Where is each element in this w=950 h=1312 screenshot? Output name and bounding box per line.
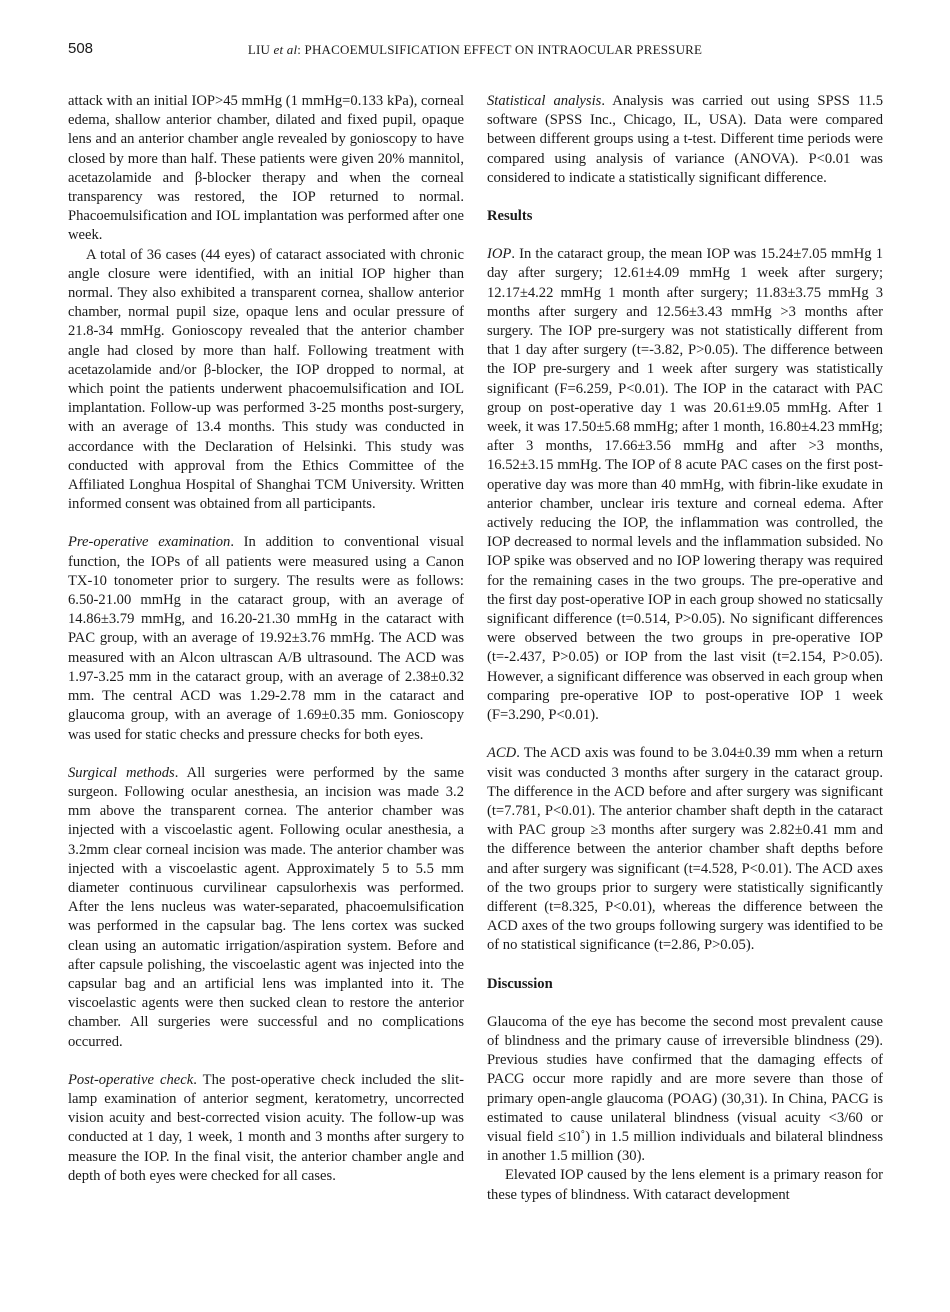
running-head-authors: LIU [247,42,271,57]
preop-label: Pre-operative examination [68,534,231,551]
right-column [487,92,883,1205]
running-head [0,42,950,58]
discussion-heading: Discussion [487,975,553,992]
iop-label: IOP [487,246,512,263]
statistical-paragraph [487,92,883,188]
postop-paragraph [68,1071,464,1186]
discussion-paragraph-2: Elevated IOP caused by the lens element is a primary reason for these types of blindness. With cataract development [487,1167,883,1203]
postop-text: . The post-operative check included the slit-lamp examination of anterior segment, keratometry, uncorrected vision acuity and best-corrected vision acuity. The follow-up was conducted at 1 day, 1 week, 1 month and 3 months after surgery to measure the IOP. In the final visit, the anterior chamber angle and depth of both eyes were checked for all cases. [68,1071,464,1184]
statistical-text: . Analysis was carried out using SPSS 11.5 software (SPSS Inc., Chicago, IL, USA). Data were compared between different groups using a t-test. Different time periods were compared using analysis of variance (ANOVA). P<0.01 was considered to indicate a statistically significant difference. [487,93,883,186]
preop-paragraph [68,533,464,744]
results-heading: Results [487,208,533,225]
left-column [68,92,464,1186]
left-paragraph-2: A total of 36 cases (44 eyes) of cataract associated with chronic angle closure were identified, with an initial IOP higher than normal. They also exhibited a transparent cornea, shallow anterior chamber, normal pupil size, opaque lens and ocular pressure of 21.8-34 mmHg. Gonioscopy revealed that the anterior chamber angle had closed by more than half. Following treatment with acetazolamide and/or β-blocker, the IOP dropped to normal, at which point the patients underwent phacoemulsification and IOL implantation. Follow-up was performed 3-25 months post-surgery, with an average of 13.4 months. This study was conducted in accordance with the Declaration of Helsinki. This study was conducted with approval from the Ethics Committee of the Affiliated Longhua Hospital of Shanghai TCM University. Written informed consent was obtained from all participants. [68,246,464,513]
running-head-et-al: et al [273,42,298,57]
surgical-paragraph [68,764,464,1052]
left-paragraph-1: attack with an initial IOP>45 mmHg (1 mmHg=0.133 kPa), corneal edema, shallow anterior chamber, dilated and fixed pupil, opaque lens and an anterior chamber angle revealed by gonioscopy to have closed by more than half. These patients were given 20% mannitol, acetazolamide and β-blocker therapy and when the corneal transparency was restored, the IOP returned to normal. Phacoemulsification and IOL implantation was performed after one week. [68,93,464,244]
preop-text: . In addition to conventional visual function, the IOPs of all patients were measured using a Canon TX-10 tonometer prior to surgery. The results were as follows: 6.50-21.00 mmHg in the cataract group, with an average of 14.86±3.79 mmHg, and 16.20-21.30 mmHg in the cataract with PAC group, with an average of 19.92±3.76 mmHg. The ACD was measured with an Alcon ultrascan A/B ultrasound. The ACD was 1.97-3.25 mm in the cataract group, with an average of 2.38±0.32 mm. The central ACD was 1.29-2.78 mm in the cataract and glaucoma group, with an average of 1.69±0.35 mm. Gonioscopy was used for static checks and pressure checks for both eyes. [68,534,465,743]
postop-label: Post-operative check [68,1071,194,1088]
acd-paragraph [487,744,883,955]
acd-text: . The ACD axis was found to be 3.04±0.39 mm when a return visit was conducted 3 months after surgery in the cataract group. The difference in the ACD before and after surgery was significant (t=7.781, P<0.01). The anterior chamber shaft depth in the cataract with PAC group ≥3 months after surgery was 2.82±0.41 mm and the difference between the anterior chamber shaft depths before and after surgery was significant (t=4.528, P<0.01). The ACD axes of the two groups prior to surgery were statistically significantly different (t=8.325, P<0.01), whereas the difference between the ACD axes of the two groups following surgery was identified to be of no statistical significance (t=2.86, P>0.05). [487,745,883,954]
iop-paragraph [487,245,883,725]
statistical-label: Statistical analysis [487,93,602,109]
running-head-title: : PHACOEMULSIFICATION EFFECT ON INTRAOCULAR PRESSURE [297,42,703,57]
surgical-label: Surgical methods [68,764,175,781]
iop-text: . In the cataract group, the mean IOP was 15.24±7.05 mmHg 1 day after surgery; 12.61±4.09 mmHg 1 week after surgery; 12.17±4.22 mmHg 1 month after surgery; 11.83±3.75 mmHg 3 months after surgery and 12.56±3.43 mmHg >3 months after surgery. The IOP pre-surgery was not statistically different from that 1 day after surgery (t=-3.82, P>0.05). The difference between the IOP pre-surgery and 1 week after surgery was statistically significant (F=6.259, P<0.01). The IOP in the cataract with PAC group on post-operative day 1 was 20.61±9.05 mmHg. After 1 week, it was 17.50±5.68 mmHg; after 1 month, 16.80±4.23 mmHg; after 3 months, 17.66±3.56 mmHg and after >3 months, 16.52±3.15 mmHg. The IOP of 8 acute PAC cases on the first post-operative day was more than 40 mmHg, with fibrin-like exudate in anterior chamber, unclear iris texture and corneal edema. After actively reducing the IOP, the inflammation was controlled, the IOP decreased to normal levels and the inflammation subsided. No IOP spike was observed and no IOP lowering therapy was required for the remaining cases in the two groups. The pre-operative and the first day post-operative IOP in each group showed no staticsally significant difference (t=0.514, P>0.05). No significant differences were observed between the two groups in pre-operative IOP (t=-2.437, P>0.05) or IOP from the last visit (t=2.154, P>0.05). However, a significant difference was observed in each group when comparing pre-operative IOP to post-operative IOP 1 week (F=3.290, P<0.01). [487,246,883,724]
discussion-paragraph-1: Glaucoma of the eye has become the second most prevalent cause of blindness and the primary cause of irreversible blindness (29). Previous studies have confirmed that the damaging effects of PACG occur more rapidly and are more severe than those of primary open-angle glaucoma (POAG) (30,31). In China, PACG is estimated to cause unilateral blindness (visual acuity <3/60 or visual field ≤10˚) in 1.5 million individuals and bilateral blindness in another 1.5 million (30). [487,1013,883,1165]
page-number: 508 [68,40,94,57]
surgical-text: . All surgeries were performed by the same surgeon. Following ocular anesthesia, an incision was made 3.2 mm above the transparent cornea. The anterior chamber was injected with a viscoelastic agent. Following ocular anesthesia, a 3.2mm clear corneal incision was made. The anterior chamber was injected with a viscoelastic agent. Approximately 5 to 5.5 mm diameter continuous curvilinear capsulorhexis was performed. After the lens nucleus was water-separated, phacoemulsification was performed in the capsular bag. The lens cortex was sucked clean using an automatic irrigation/aspiration system. Before and after capsule polishing, the viscoelastic agent was injected into the capsular bag and an artificial lens was implanted into it. The viscoelastic agents were then sucked clean to restore the anterior chamber. All surgeries were successful and no complications occurred. [68,764,464,1050]
acd-label: ACD [487,745,517,762]
